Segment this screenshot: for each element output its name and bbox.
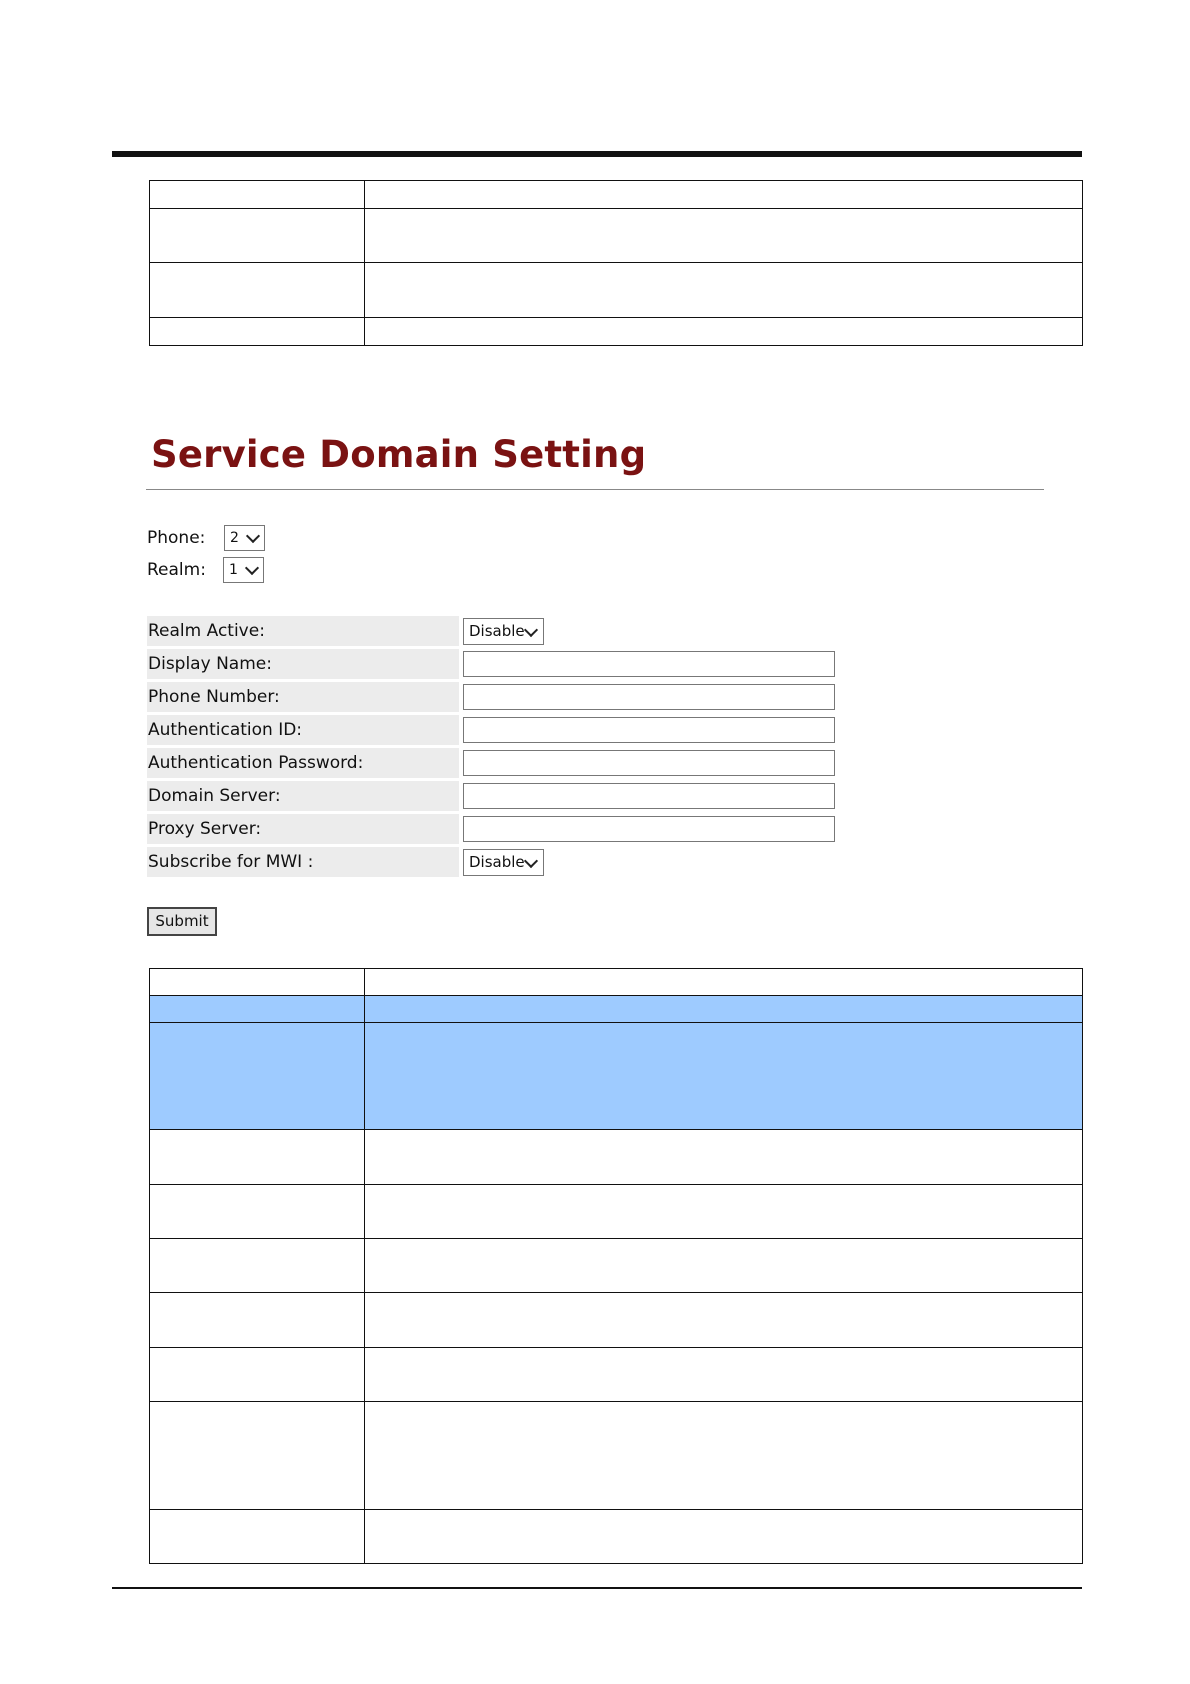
phone-label: Phone: — [147, 528, 206, 548]
phone-number-label: Phone Number: — [147, 682, 459, 712]
table-row — [150, 318, 1083, 346]
phone-select[interactable] — [224, 525, 265, 551]
realm-active-select[interactable] — [463, 618, 544, 645]
table-row — [150, 209, 1083, 263]
proxy-server-label: Proxy Server: — [147, 814, 459, 844]
chevron-down-icon — [245, 561, 259, 575]
realm-select[interactable] — [223, 557, 264, 583]
phone-select-value: 2 — [230, 530, 239, 546]
realm-active-label: Realm Active: — [147, 616, 459, 646]
domain-server-input[interactable] — [463, 783, 835, 809]
proxy-server-input[interactable] — [463, 816, 835, 842]
table-row — [150, 1130, 1083, 1185]
table-row — [150, 1239, 1083, 1293]
auth-password-row — [147, 747, 847, 780]
auth-password-label: Authentication Password: — [147, 748, 459, 778]
bottom-table — [149, 968, 1083, 1564]
submit-button[interactable]: Submit — [147, 907, 217, 936]
table-row — [150, 263, 1083, 318]
realm-active-value: Disable — [469, 622, 525, 640]
chevron-down-icon — [524, 854, 538, 868]
phone-number-row — [147, 681, 847, 714]
table-row-highlight — [150, 1023, 1083, 1130]
realm-settings-form — [147, 615, 847, 879]
phone-selector — [147, 525, 265, 551]
table-row-highlight — [150, 996, 1083, 1023]
realm-label: Realm: — [147, 560, 206, 580]
display-name-label: Display Name: — [147, 649, 459, 679]
table-row — [150, 1402, 1083, 1510]
proxy-server-row — [147, 813, 847, 846]
table-row — [150, 1510, 1083, 1564]
realm-active-row — [147, 615, 847, 648]
bottom-rule — [112, 1587, 1082, 1589]
top-rule — [112, 151, 1082, 157]
top-table — [149, 180, 1083, 346]
auth-id-input[interactable] — [463, 717, 835, 743]
mwi-select[interactable] — [463, 849, 544, 876]
realm-selector — [147, 557, 264, 583]
title-divider — [146, 489, 1044, 490]
mwi-value: Disable — [469, 853, 525, 871]
domain-server-label: Domain Server: — [147, 781, 459, 811]
table-row — [150, 1293, 1083, 1348]
display-name-row — [147, 648, 847, 681]
mwi-label: Subscribe for MWI : — [147, 847, 459, 877]
table-row — [150, 1185, 1083, 1239]
display-name-input[interactable] — [463, 651, 835, 677]
realm-select-value: 1 — [229, 562, 238, 578]
domain-server-row — [147, 780, 847, 813]
table-row — [150, 969, 1083, 996]
page-title: Service Domain Setting — [151, 433, 647, 476]
mwi-row — [147, 846, 847, 879]
auth-password-input[interactable] — [463, 750, 835, 776]
auth-id-row — [147, 714, 847, 747]
phone-number-input[interactable] — [463, 684, 835, 710]
chevron-down-icon — [246, 529, 260, 543]
table-row — [150, 181, 1083, 209]
chevron-down-icon — [524, 623, 538, 637]
auth-id-label: Authentication ID: — [147, 715, 459, 745]
table-row — [150, 1348, 1083, 1402]
